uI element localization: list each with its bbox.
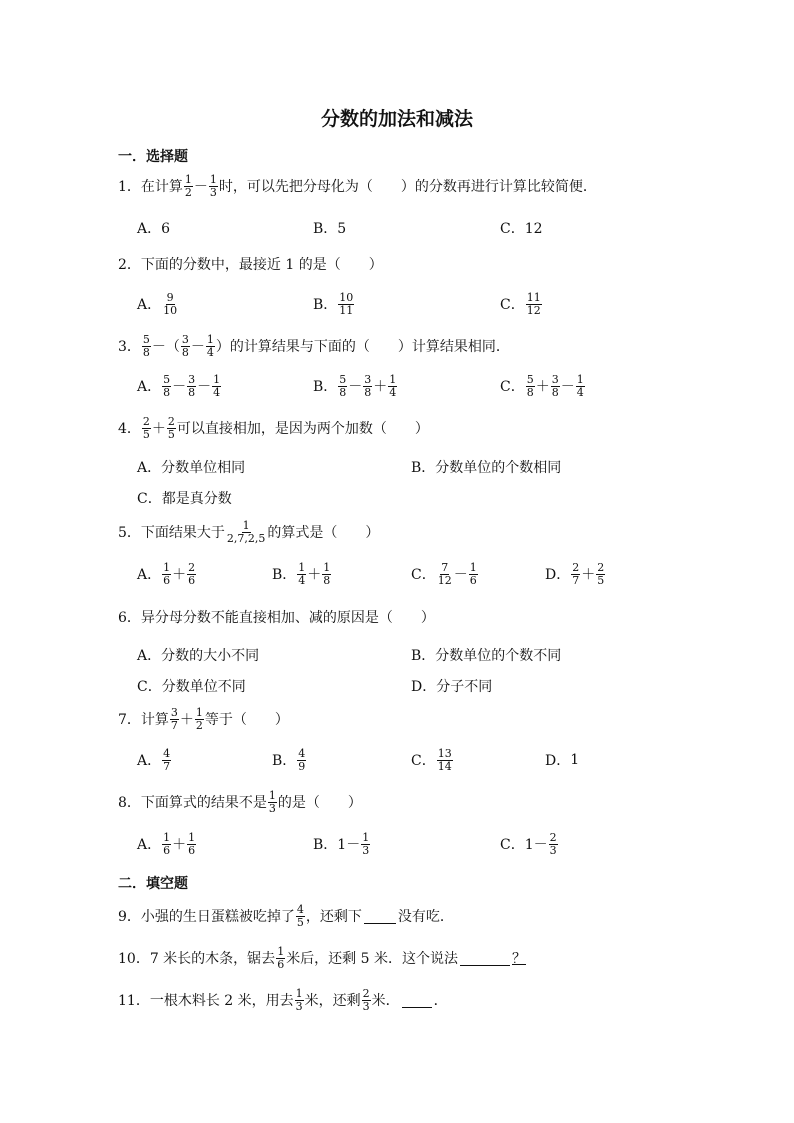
question-7 (118, 705, 289, 733)
fraction: $\frac{3}{8}$ (188, 372, 196, 399)
option-label: B． (313, 837, 338, 853)
operator: － (453, 567, 468, 583)
option-b[interactable] (313, 372, 398, 400)
fraction: $\frac{5}{8}$ (163, 372, 171, 399)
option-d[interactable] (545, 746, 579, 774)
fraction: $\frac{5}{8}$ (526, 372, 534, 399)
operator: ＋ (179, 712, 194, 728)
question-text: 下面算式的结果不是 (140, 795, 267, 811)
question-10 (118, 944, 526, 972)
option-b[interactable]: B．5 (313, 221, 347, 237)
option-a[interactable]: A．6 (137, 221, 171, 237)
fraction: $\frac{5}{8}$ (339, 372, 347, 399)
question-5 (118, 518, 379, 546)
option-a[interactable] (137, 372, 222, 400)
option-label: A． (137, 567, 162, 583)
operator: － (197, 379, 212, 395)
fraction: $\frac{2}{5}$ (167, 414, 175, 441)
option-a[interactable] (137, 290, 179, 318)
fraction: $\frac{1}{4}$ (206, 332, 214, 359)
fraction: $\frac{9}{10}$ (163, 290, 178, 317)
question-text: 小强的生日蛋糕被吃掉了 (140, 909, 295, 925)
option-b[interactable] (272, 746, 307, 774)
question-3 (118, 332, 510, 360)
question-4 (118, 414, 429, 442)
option-b[interactable]: B．分数单位的个数不同 (411, 648, 562, 664)
fraction: $\frac{1}{8}$ (323, 560, 331, 587)
operator: － (190, 339, 205, 355)
fraction: $\frac{4}{5}$ (296, 902, 304, 929)
section-heading-fill: 二．填空题 (118, 876, 188, 892)
fraction: $\frac{5}{8}$ (142, 332, 150, 359)
operator: ＋ (581, 567, 596, 583)
option-label: C． (411, 753, 436, 769)
option-label: B． (313, 379, 338, 395)
option-a[interactable] (137, 746, 172, 774)
question-text: 米，还剩 (304, 993, 361, 1009)
option-d[interactable] (545, 560, 606, 588)
operator: ＋ (172, 837, 187, 853)
operator: ＋ (373, 379, 388, 395)
fraction: $\frac{2}{7}$ (572, 560, 580, 587)
option-value: 1－ (524, 837, 548, 853)
fraction: $\frac{1}{4}$ (576, 372, 584, 399)
question-number: 6． (118, 610, 141, 626)
fraction: $\frac{3}{8}$ (181, 332, 189, 359)
question-text: 一根木料长 2 米，用去 (149, 993, 294, 1009)
operator: － (560, 379, 575, 395)
option-c[interactable] (411, 746, 454, 774)
question-number: 10． (118, 951, 150, 967)
question-text: 7 米长的木条，锯去 (149, 951, 276, 967)
fraction: $\frac{1}{6}$ (163, 830, 171, 857)
fraction: $\frac{3}{8}$ (364, 372, 372, 399)
option-c[interactable] (500, 830, 559, 858)
question-number: 9． (118, 909, 141, 925)
fraction: $\frac{1}{6}$ (188, 830, 196, 857)
option-c[interactable] (500, 290, 543, 318)
fraction: $\frac{4}{7}$ (163, 746, 171, 773)
fraction: $\frac{3}{7}$ (170, 705, 178, 732)
operator: （ (165, 339, 180, 355)
operator: － (348, 379, 363, 395)
question-9 (118, 902, 454, 930)
option-c[interactable] (411, 560, 479, 588)
question-mark: ？ (512, 951, 526, 967)
option-a[interactable] (137, 830, 197, 858)
option-b[interactable]: B．分数单位的个数相同 (411, 460, 562, 476)
question-number: 1． (118, 179, 141, 195)
option-label: A． (137, 297, 162, 313)
option-label: A． (137, 837, 162, 853)
question-number: 11． (118, 993, 150, 1009)
fraction: $\frac{3}{8}$ (551, 372, 559, 399)
fraction: $\frac{1}{2}$ (195, 705, 203, 732)
question-text: 的算式是（ ） (267, 525, 380, 541)
operator: ＋ (172, 567, 187, 583)
operator: ＋ (151, 421, 166, 437)
question-text: 在计算 (140, 179, 183, 195)
fraction: $\frac{10}{11}$ (339, 290, 354, 317)
option-label: B． (272, 567, 297, 583)
operator: － (193, 179, 208, 195)
option-b[interactable] (313, 830, 371, 858)
fraction: $\frac{1}{3}$ (209, 172, 217, 199)
fraction: $\frac{2}{3}$ (362, 986, 370, 1013)
option-c[interactable] (500, 372, 586, 400)
question-text: 下面结果大于 (140, 525, 225, 541)
fraction: $\frac{1}{2}$ (184, 172, 192, 199)
question-11 (118, 986, 448, 1014)
question-text: 可以直接相加，是因为两个加数（ ） (176, 421, 429, 437)
option-label: D． (545, 753, 571, 769)
question-text: ，还剩下 (305, 909, 362, 925)
option-a[interactable]: A．分数单位相同 (137, 460, 246, 476)
question-6 (118, 607, 435, 627)
question-text: 米后，还剩 5 米．这个说法 (286, 951, 458, 967)
operator: ＋ (535, 379, 550, 395)
fraction: $\frac{1}{3}$ (295, 986, 303, 1013)
fraction: $\frac{1}{6}$ (277, 944, 285, 971)
fraction: $\frac{1}{6}$ (163, 560, 171, 587)
fraction: $\frac{1}{6}$ (469, 560, 477, 587)
fraction: $\frac{1}{4}$ (298, 560, 306, 587)
question-text: 异分母分数不能直接相加、减的原因是（ ） (140, 610, 435, 626)
question-8 (118, 788, 362, 816)
fraction: $\frac{11}{12}$ (526, 290, 541, 317)
option-b[interactable] (313, 290, 355, 318)
question-text: 没有吃． (397, 909, 454, 925)
option-label: C． (500, 379, 525, 395)
question-number: 7． (118, 712, 141, 728)
fraction: $\frac{4}{9}$ (298, 746, 306, 773)
section-heading-choice: 一．选择题 (118, 149, 188, 165)
fraction: $\frac{7}{12}$ (437, 560, 452, 587)
question-text: ． (433, 993, 448, 1009)
question-text: 计算 (140, 712, 169, 728)
option-label: C． (411, 567, 436, 583)
question-number: 3． (118, 339, 141, 355)
question-text: 时，可以先把分母化为（ ）的分数再进行计算比较简便． (218, 179, 597, 195)
option-d[interactable]: D．分子不同 (411, 679, 493, 695)
option-label: A． (137, 379, 162, 395)
fraction: $\frac{2}{5}$ (142, 414, 150, 441)
operator: ＋ (307, 567, 322, 583)
answer-blank[interactable] (460, 951, 510, 966)
question-number: 2． (118, 257, 141, 273)
option-label: B． (313, 297, 338, 313)
question-text: 的是（ ） (277, 795, 362, 811)
question-text: 米． (371, 993, 400, 1009)
answer-blank[interactable] (402, 993, 432, 1008)
question-2 (118, 254, 383, 274)
option-value: 1 (570, 752, 580, 768)
operator: ） (215, 339, 230, 355)
option-b[interactable] (272, 560, 332, 588)
question-1 (118, 172, 597, 200)
fraction: $\frac{1}{4}$ (213, 372, 221, 399)
answer-blank[interactable] (364, 909, 396, 924)
option-a[interactable] (137, 560, 197, 588)
question-text: 等于（ ） (204, 712, 289, 728)
option-c[interactable]: C．12 (500, 221, 543, 237)
fraction: $\frac{2}{6}$ (188, 560, 196, 587)
question-number: 8． (118, 795, 141, 811)
question-text: 的计算结果与下面的（ ）计算结果相同． (229, 339, 510, 355)
fraction: $\frac{1}{3}$ (362, 830, 370, 857)
question-number: 5． (118, 525, 141, 541)
question-text: 下面的分数中，最接近 1 的是（ ） (140, 257, 383, 273)
option-label: A． (137, 753, 162, 769)
option-label: C． (500, 297, 525, 313)
option-a[interactable]: A．分数的大小不同 (137, 648, 260, 664)
fraction: $\frac{1}{4}$ (389, 372, 397, 399)
option-label: D． (545, 567, 571, 583)
question-number: 4． (118, 421, 141, 437)
page-title: 分数的加法和减法 (320, 108, 473, 130)
fraction: $\frac{2}{3}$ (549, 830, 557, 857)
option-c[interactable]: C．分数单位不同 (137, 679, 246, 695)
option-label: C． (500, 837, 525, 853)
fraction: $\frac{2}{5}$ (597, 560, 605, 587)
operator: － (151, 339, 166, 355)
option-value: 1－ (337, 837, 361, 853)
fraction: $\frac{1}{2,7,2,5}$ (226, 518, 266, 545)
fraction: $\frac{13}{14}$ (437, 746, 452, 773)
fraction: $\frac{1}{3}$ (268, 788, 276, 815)
option-c[interactable]: C．都是真分数 (137, 491, 232, 507)
operator: － (172, 379, 187, 395)
option-label: B． (272, 753, 297, 769)
